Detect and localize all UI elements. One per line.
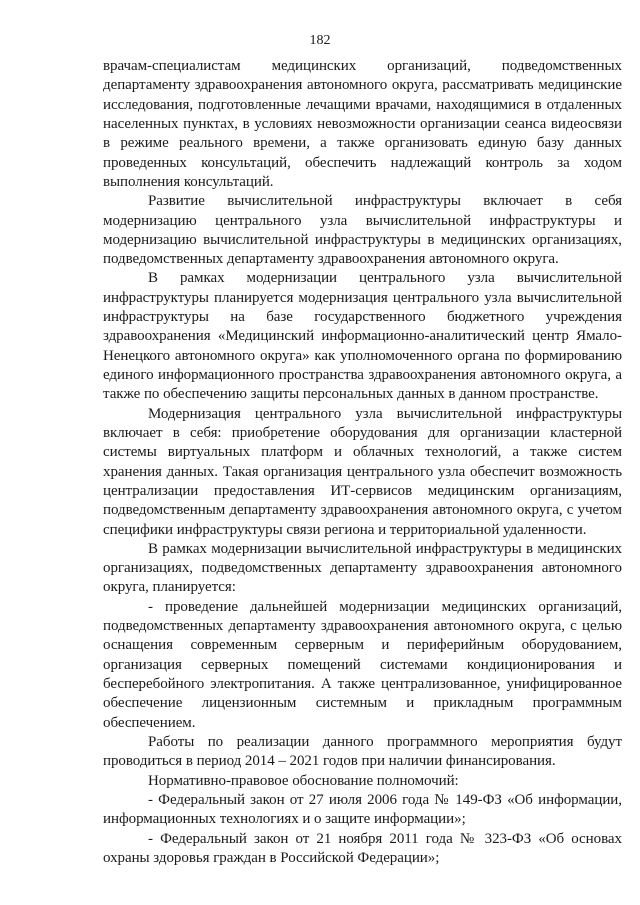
paragraph: Нормативно-правовое обоснование полномочий: [148, 772, 459, 789]
paragraph: врачам-специалистам медицинских организаций, подведомственных департаменту здравоохранения автономного округа, рассматривать медицинские исследования, подготовленные лечащими врачами, находящимися в отдаленных населенных пунктах, в условиях невозможности организации сеанса видеосвязи в режиме реального времени, а также организовать единую базу данных проведенных консультаций, обеспечить надлежащий контроль за ходом выполнения консультаций. [103, 58, 622, 190]
paragraph: Модернизация центрального узла вычислительной инфраструктуры включает в себя: приобретение оборудования для организации кластерной системы виртуальных платформ и облачных технологий, а также систем хранения данных. Такая организация центрального узла обеспечит возможность централизации предоставления ИТ-сервисов медицинским организациям, подведомственным департаменту здравоохранения автономного округа, с учетом специфики инфраструктуры связи региона и территориальной удаленности. [103, 405, 622, 538]
list-item: - Федеральный закон от 21 ноября 2011 года № 323-ФЗ «Об основах охраны здоровья граждан в Российской Федерации»; [103, 830, 622, 866]
list-item: - проведение дальнейшей модернизации медицинских организаций, подведомственных департаменту здравоохранения автономного округа, с целью оснащения современным серверным и периферийным оборудованием, организация серверных помещений системами кондиционирования и бесперебойного электропитания. А также централизованное, унифицированное обеспечение лицензионным системным и прикладным программным обеспечением. [103, 598, 622, 731]
paragraph: Работы по реализации данного программного мероприятия будут проводиться в период 2014 – 2021 годов при наличии финансирования. [103, 733, 622, 770]
paragraph: В рамках модернизации вычислительной инфраструктуры в медицинских организациях, подведомственных департаменту здравоохранения автономного округа, планируется: [103, 540, 622, 596]
list-item: - Федеральный закон от 27 июля 2006 года № 149-ФЗ «Об информации, информационных технологиях и о защите информации»; [103, 791, 622, 828]
paragraph: Развитие вычислительной инфраструктуры включает в себя модернизацию центрального узла вычислительной инфраструктуры и модернизацию вычислительной инфраструктуры в медицинских организациях, подведомственных департаменту здравоохранения автономного округа. [103, 193, 622, 268]
document-body [103, 57, 622, 868]
paragraph: В рамках модернизации центрального узла вычислительной инфраструктуры планируется модернизация центрального узла вычислительной инфраструктуры на базе государственного бюджетного учреждения здравоохранения «Медицинский информационно-аналитический центр Ямало-Ненецкого автономного округа» как уполномоченного органа по формированию единого информационного пространства здравоохранения автономного округа, а также по обеспечению защиты персональных данных в данном пространстве. [103, 270, 622, 403]
page-number: 182 [309, 33, 331, 48]
